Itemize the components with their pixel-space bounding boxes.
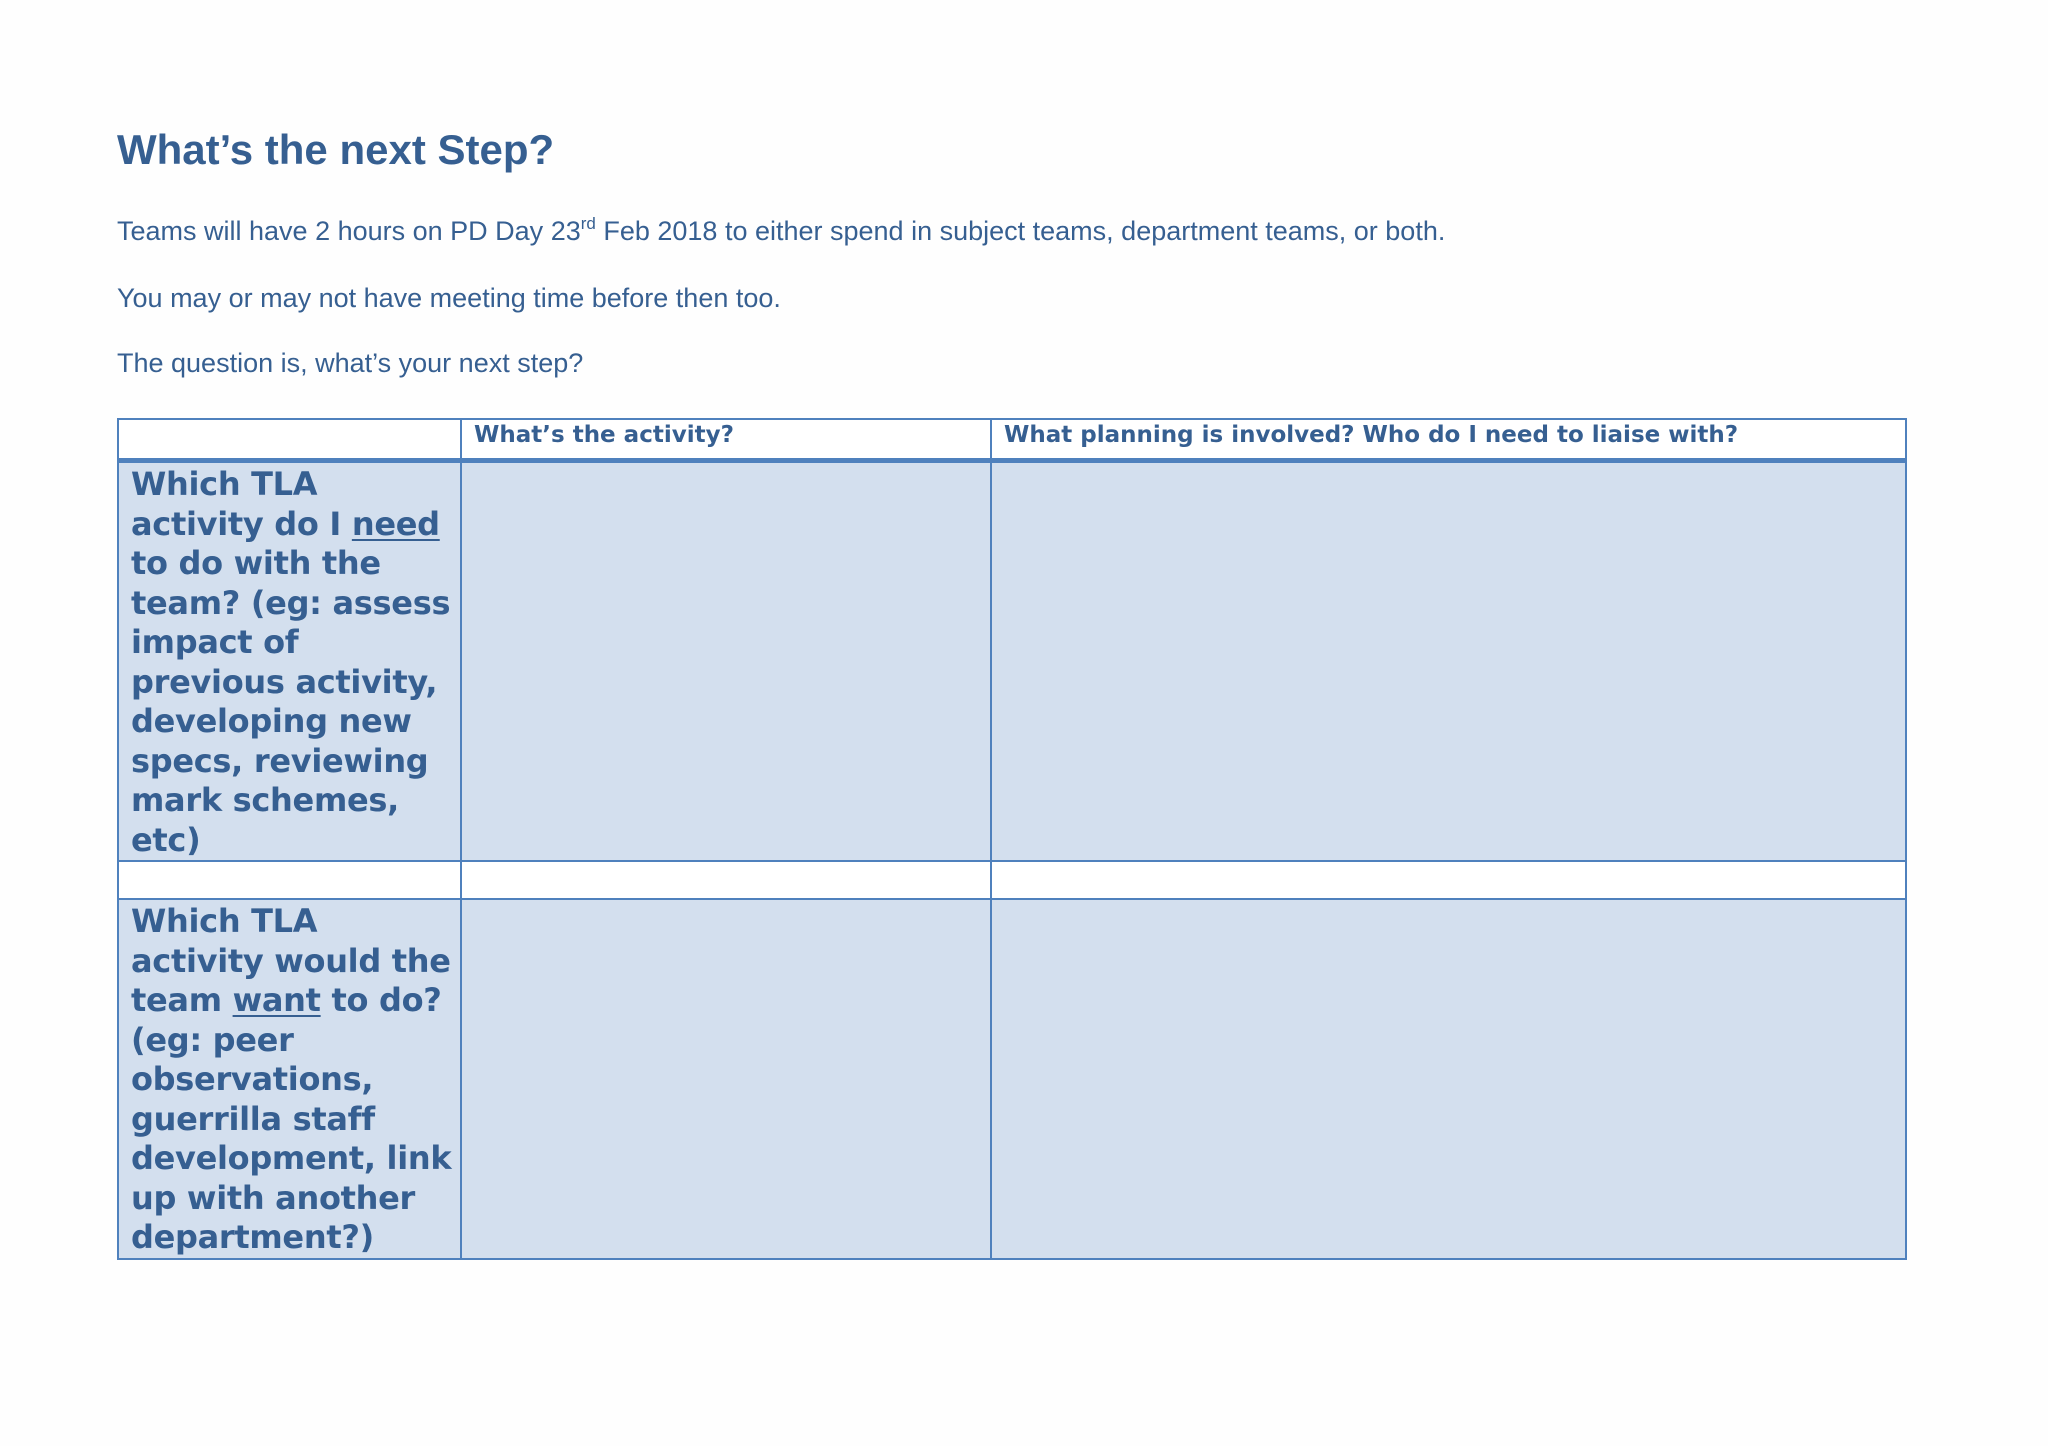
prompt-want-text-b: to do? (eg: peer observations, guerrilla staff development, link up with another department?) xyxy=(131,981,452,1256)
activity-cell-want[interactable] xyxy=(461,899,991,1259)
table-row-need xyxy=(118,461,1906,862)
planning-cell-want[interactable] xyxy=(991,899,1906,1259)
ordinal-suffix: rd xyxy=(580,214,596,233)
spacer-cell xyxy=(461,861,991,899)
meeting-time-paragraph: You may or may not have meeting time before then too. xyxy=(117,283,781,313)
table-header-row xyxy=(118,419,1906,461)
planning-cell-need[interactable] xyxy=(991,461,1906,862)
prompt-need xyxy=(119,463,460,860)
prompt-cell-want xyxy=(118,899,461,1259)
intro-text-start: Teams will have 2 hours on PD Day 23 xyxy=(117,216,581,246)
spacer-cell xyxy=(991,861,1906,899)
next-step-table xyxy=(117,418,1907,1260)
prompt-need-underlined: need xyxy=(351,504,440,543)
intro-text-end: Feb 2018 to either spend in subject teams, department teams, or both. xyxy=(595,216,1446,246)
header-cell-planning: What planning is involved? Who do I need to liaise with? xyxy=(991,419,1906,461)
activity-cell-need[interactable] xyxy=(461,461,991,862)
table-spacer-row xyxy=(118,861,1906,899)
spacer-cell xyxy=(118,861,461,899)
prompt-want-text-a: Which TLA activity would the team xyxy=(131,902,451,1019)
header-cell-blank xyxy=(118,419,461,461)
prompt-need-text-a: Which TLA activity do I xyxy=(131,465,352,543)
prompt-cell-need xyxy=(118,461,461,862)
prompt-need-text-b: to do with the team? (eg: assess impact of previous activity, developing new specs, reviewing mark schemes, etc) xyxy=(131,544,451,859)
page-title: What’s the next Step? xyxy=(117,126,555,173)
intro-paragraph-pd-day xyxy=(117,216,1445,247)
header-cell-activity: What’s the activity? xyxy=(461,419,991,461)
prompt-want xyxy=(119,900,460,1258)
question-paragraph: The question is, what’s your next step? xyxy=(117,348,584,378)
table-row-want xyxy=(118,899,1906,1259)
prompt-want-underlined: want xyxy=(232,981,321,1019)
